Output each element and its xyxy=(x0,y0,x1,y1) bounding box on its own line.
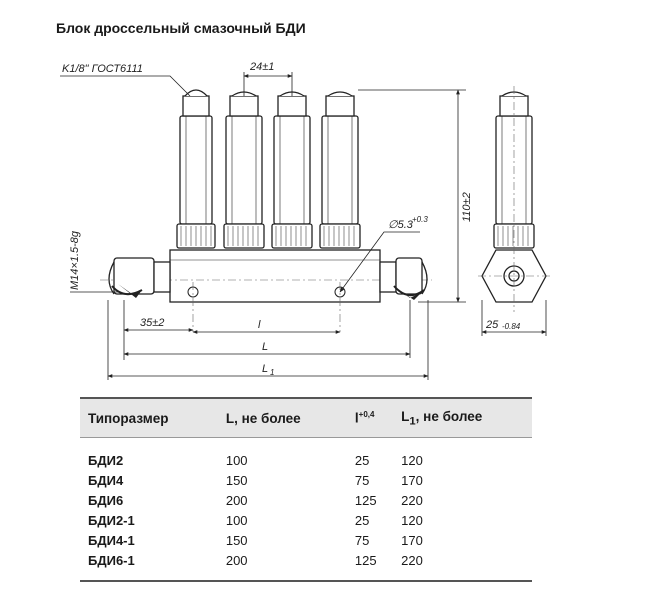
right-fitting xyxy=(380,258,427,294)
cell-model: БДИ2 xyxy=(88,452,124,468)
width-dimension: 25 xyxy=(486,319,499,331)
table-row xyxy=(80,490,532,510)
cell-L1: 170 xyxy=(401,532,423,548)
cell-L: 200 xyxy=(225,492,248,508)
cell-L1: 120 xyxy=(401,452,423,468)
side-thread-dimension: M14×1.5-8g xyxy=(69,230,81,290)
table-row xyxy=(80,550,532,581)
header-L1-subscript: 1 xyxy=(409,415,416,428)
spec-table xyxy=(80,397,532,582)
width-tolerance: -0.84 xyxy=(502,322,521,331)
cell-model: БДИ6 xyxy=(88,492,124,508)
cell-L1: 220 xyxy=(393,550,532,581)
cell-l: 75 xyxy=(354,532,370,548)
cell-l: 125 xyxy=(347,550,393,581)
table-header-row xyxy=(80,398,532,438)
cell-L: 150 xyxy=(225,472,248,488)
cell-L1: 170 xyxy=(401,472,423,488)
pitch-dimension: 24±1 xyxy=(250,61,275,73)
L-dimension: L xyxy=(262,341,269,353)
cell-model: БДИ6-1 xyxy=(80,550,218,581)
L1-subscript: 1 xyxy=(270,368,275,377)
cell-l: 25 xyxy=(354,512,370,528)
header-l-tolerance: +0,4 xyxy=(358,410,375,420)
table-row xyxy=(80,530,532,550)
hole-tolerance: +0.3 xyxy=(412,215,428,224)
table-row xyxy=(80,510,532,530)
l-dimension: l xyxy=(258,319,261,331)
nipple-2 xyxy=(224,92,264,248)
cell-l: 125 xyxy=(354,492,377,508)
table-row xyxy=(80,470,532,490)
L1-dimension: L xyxy=(262,363,269,375)
header-model: Типоразмер xyxy=(80,398,218,438)
left-fitting xyxy=(109,258,170,294)
header-l: $l^{+0,4}$ xyxy=(347,398,393,438)
block-body xyxy=(170,250,380,302)
cell-model: БДИ2-1 xyxy=(88,512,135,528)
header-L1: $L_1$, не более xyxy=(393,398,532,438)
page-title: Блок дроссельный смазочный БДИ xyxy=(56,20,306,36)
table-row xyxy=(80,438,532,471)
hole-dimension: ∅5.3 xyxy=(388,219,413,231)
cell-L: 100 xyxy=(225,452,248,468)
nipple-1 xyxy=(177,90,215,248)
height-dimension: 110±2 xyxy=(461,192,473,222)
cell-l: 25 xyxy=(354,452,370,468)
cell-model: БДИ4 xyxy=(88,472,124,488)
cell-L1: 220 xyxy=(401,492,423,508)
offset-dimension: 35±2 xyxy=(140,317,165,329)
nipple-3 xyxy=(272,92,312,248)
cell-L: 100 xyxy=(225,512,248,528)
cell-l: 75 xyxy=(354,472,370,488)
nipple-4 xyxy=(320,92,360,248)
cell-model: БДИ4-1 xyxy=(88,532,135,548)
cell-L: 200 xyxy=(218,550,347,581)
cell-L1: 120 xyxy=(401,512,423,528)
header-L: L, не более xyxy=(218,398,347,438)
thread-label: K1/8" ГОСТ6111 xyxy=(62,63,143,75)
cell-L: 150 xyxy=(225,532,248,548)
